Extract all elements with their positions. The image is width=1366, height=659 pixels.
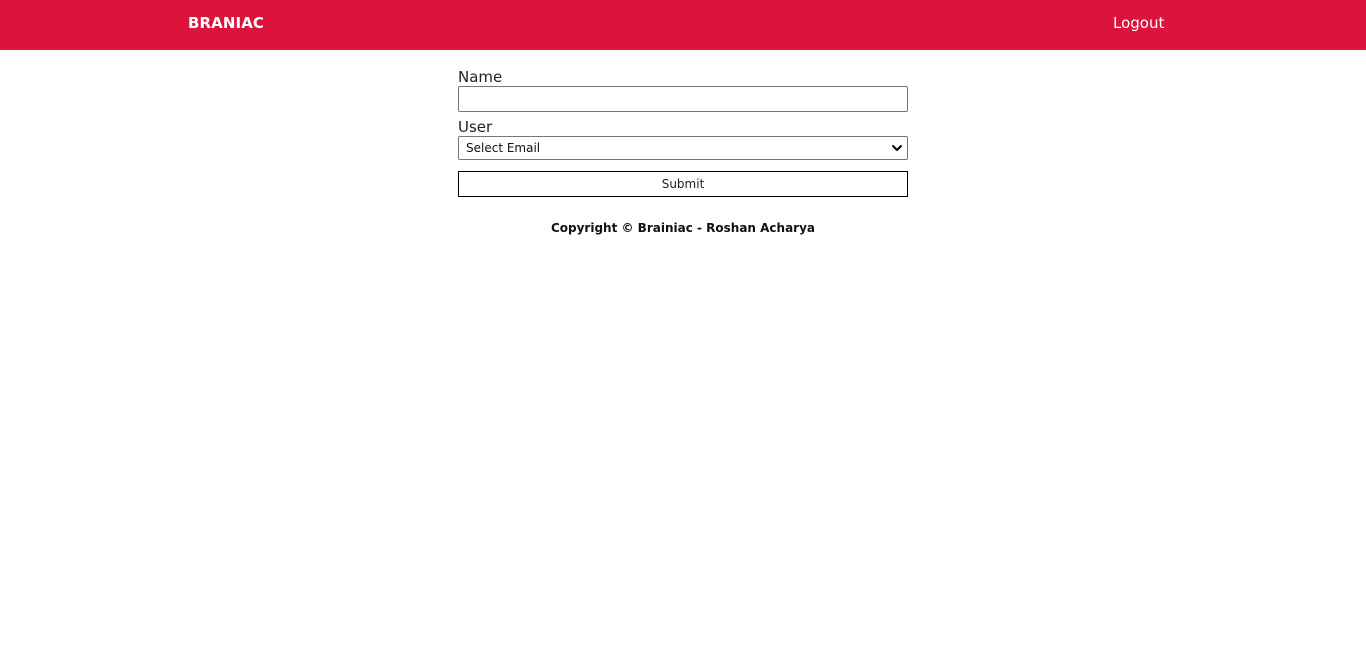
logout-link[interactable]: Logout <box>1113 14 1165 32</box>
name-label: Name <box>458 68 503 86</box>
submit-button[interactable]: Submit <box>458 171 908 197</box>
brand-link[interactable]: BRANIAC <box>188 14 265 32</box>
chevron-down-icon <box>891 142 903 154</box>
user-email-select[interactable] <box>458 136 908 160</box>
name-input[interactable] <box>458 86 908 112</box>
copyright-footer: Copyright © Brainiac - Roshan Acharya <box>550 221 816 235</box>
user-email-select-value: Select Email <box>466 141 541 155</box>
top-navbar <box>0 0 1366 50</box>
user-label: User <box>458 118 493 136</box>
